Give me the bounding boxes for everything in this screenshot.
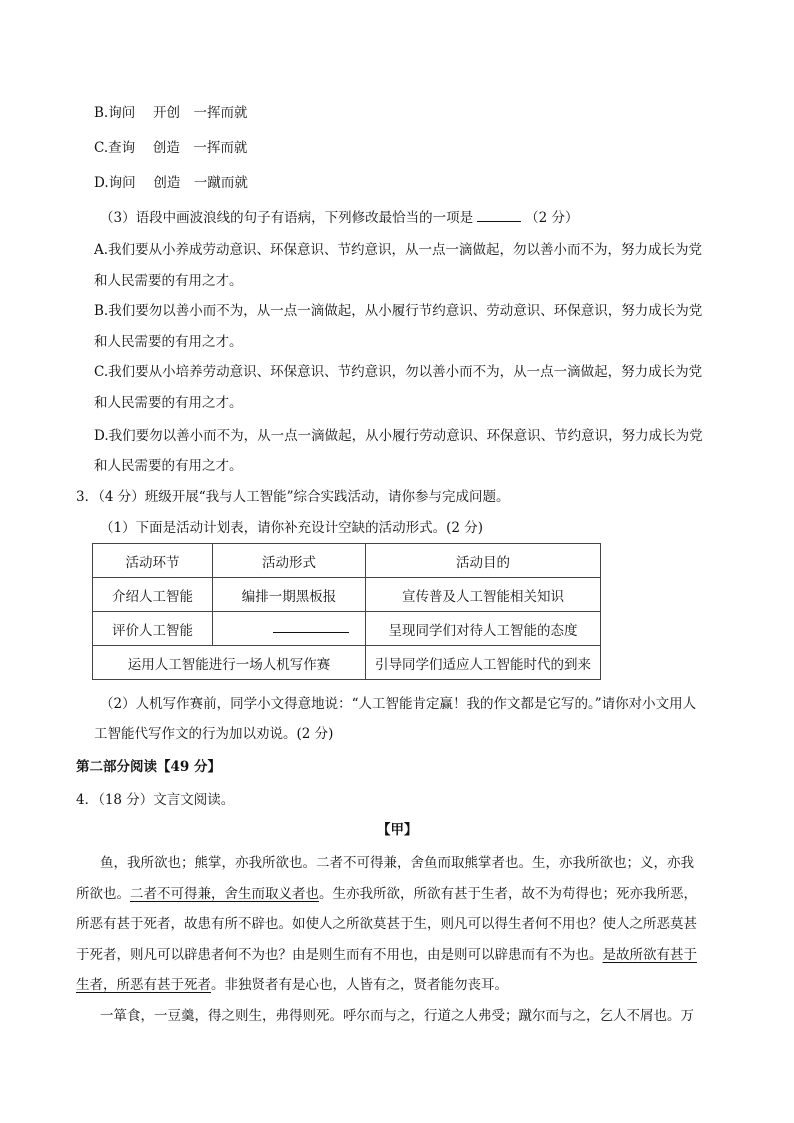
q3-stem [100,207,578,228]
table-row [93,578,601,612]
option-c: C.查询 创造 一挥而就 [94,140,248,156]
q3-option-a-line1: A.我们要从小养成劳动意识、环保意识、节约意识，从一点一滴做起，勿以善小而不为，努力成长为党 [94,242,703,258]
table-cell-blank[interactable] [213,612,366,646]
passage-text: 。生亦我所欲，所欲有甚于生者，故不为苟得也；死亦我所恶， [319,886,697,902]
section-label-jia: 【甲】 [377,822,418,838]
passage-line [76,945,697,965]
passage-text: 于死者，则凡可以辟患者何不为也？由是则生而有不用也，由是则可以辟患而有不为也。 [76,947,603,963]
underlined-sentence: 是故所欲有甚于 [602,947,697,963]
passage-line: 一箪食，一豆羹，得之则生，弗得则死。呼尔而与之，行道之人弗受；蹴尔而与之，乞人不屑也。万 [100,1008,694,1024]
table-header-cell: 活动环节 [93,544,213,578]
table-header-row [93,544,601,578]
question-3-sub1: （1）下面是活动计划表，请你补充设计空缺的活动形式。(2 分) [100,520,484,536]
question-3-sub2-line2: 工智能代写作文的行为加以劝说。(2 分) [94,726,334,742]
q3-option-d-line1: D.我们要勿以善小而不为，从一点一滴做起，从小履行劳动意识、环保意识、节约意识，努力成长为党 [94,428,703,444]
q3-option-b-line2: 和人民需要的有用之才。 [94,334,243,350]
table-row [93,646,601,680]
q3-stem-text: （3）语段中画波浪线的句子有语病，下列修改最恰当的一项是 [100,210,474,226]
passage-line [76,975,508,995]
q3-option-d-line2: 和人民需要的有用之才。 [94,458,243,474]
passage-text: 。非独贤者有是心也，人皆有之，贤者能勿丧耳。 [211,977,508,993]
table-cell: 运用人工智能进行一场人机写作赛 [93,646,366,680]
question-3-sub2-line1: （2）人机写作赛前，同学小文得意地说：“人工智能肯定赢！我的作文都是它写的。”请你对小文用人 [100,696,697,712]
q3-option-c-line1: C.我们要从小培养劳动意识、环保意识、节约意识，勿以善小而不为，从一点一滴做起，努力成长为党 [94,364,703,380]
q3-option-a-line2: 和人民需要的有用之才。 [94,273,243,289]
table-cell: 编排一期黑板报 [213,578,366,612]
underlined-sentence: 二者不可得兼，舍生而取义者也 [130,886,319,902]
question-4-title: 4．（18 分）文言文阅读。 [76,792,235,808]
underlined-sentence: 生者，所恶有甚于死者 [76,977,211,993]
q3-option-b-line1: B.我们要勿以善小而不为，从一点一滴做起，从小履行节约意识、劳动意识、环保意识，努力成长为党 [94,303,703,319]
q3-stem-score: （2 分） [525,210,579,226]
passage-line [76,884,697,904]
table-cell: 宣传普及人工智能相关知识 [366,578,601,612]
table-header-cell: 活动目的 [366,544,601,578]
part2-heading: 第二部分阅读【49 分】 [76,759,221,775]
table-cell: 呈现同学们对待人工智能的态度 [366,612,601,646]
option-d: D.询问 创造 一蹴而就 [94,175,248,191]
table-header-cell: 活动形式 [213,544,366,578]
passage-line: 所恶有甚于死者，故患有所不辟也。如使人之所欲莫甚于生，则凡可以得生者何不用也？使人之所恶莫甚 [76,916,697,932]
option-b: B.询问 开创 一挥而就 [94,105,248,121]
fill-in-blank[interactable] [273,620,349,633]
q3-option-c-line2: 和人民需要的有用之才。 [94,395,243,411]
table-cell: 引导同学们适应人工智能时代的到来 [366,646,601,680]
table-cell: 评价人工智能 [93,612,213,646]
table-cell: 介绍人工智能 [93,578,213,612]
answer-blank[interactable] [477,207,521,222]
question-3-title: 3．（4 分）班级开展“我与人工智能”综合实践活动，请你参与完成问题。 [76,489,510,505]
passage-line: 鱼，我所欲也；熊掌，亦我所欲也。二者不可得兼，舍鱼而取熊掌者也。生，亦我所欲也；义，亦我 [100,855,694,871]
table-row [93,612,601,646]
passage-text: 所欲也。 [76,886,130,902]
activity-plan-table [92,543,601,680]
